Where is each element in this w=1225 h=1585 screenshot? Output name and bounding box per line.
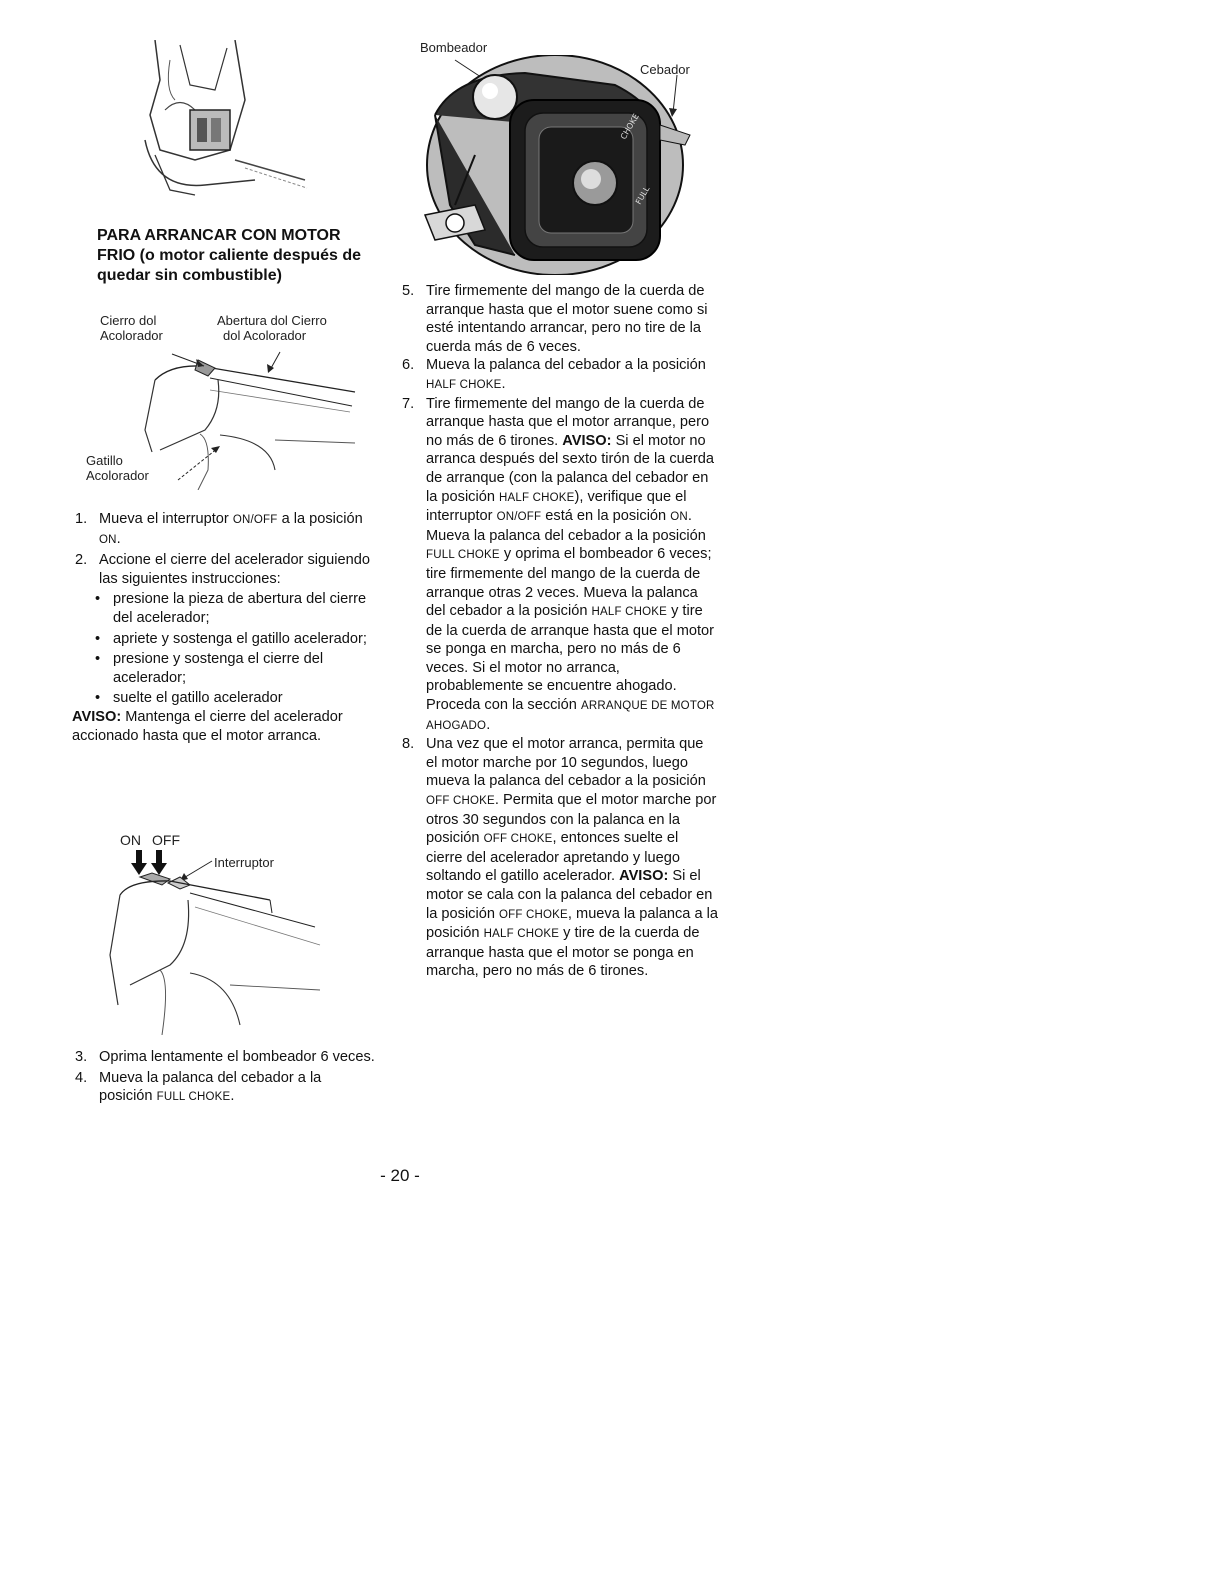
step-6-number: 6. [402,357,415,374]
step-7-half-choke-2: HALF CHOKE [591,606,668,619]
step-8 [402,735,718,981]
label-switch: Interruptor [214,855,274,870]
step-7-aviso-label: AVISO: [562,432,612,449]
step-7-text-8: . [486,716,491,733]
bullet-item: • presione y sostenga el cierre del acelerador; [75,650,375,687]
label-throttle-trigger-line1: Gatillo [86,453,123,468]
bullet-item: • suelte el gatillo acelerador [75,689,375,708]
step-8-text-6: y tire de la cuerda de arranque hasta que el motor se ponga en marcha, pero no más de 6 tirones. [426,925,700,980]
step-1-text-a: Mueva el interruptor [99,511,229,527]
step-3-number: 3. [75,1049,88,1065]
step-2 [75,551,375,588]
label-lock-opening-line2: dol Acolorador [223,328,307,343]
step-8-half-choke: HALF CHOKE [483,928,560,941]
switch-diagram [100,845,330,1035]
step-8-text-3: , entonces suelte el cierre del acelerador apretando y luego soltando el gatillo acelerador. [426,830,680,885]
label-lock-opening [217,313,327,343]
step-8-text-2: . Permita que el motor marche por otros 30 segundos con la palanca en la posición [426,792,717,847]
label-choke: Cebador [640,62,690,77]
step-7-flooded-section: ARRANQUE DE MOTOR AHOGADO [426,700,715,732]
step-5 [402,282,718,356]
bullet-item: • apriete y sostenga el gatillo acelerador; [75,630,375,649]
step-7-text-7: y tire de la cuerda de arranque hasta que el motor se ponga en marcha, pero no más de 6 veces. Si el motor no arranca, probablemente se encuentre ahogado. Proceda con la sección [426,603,715,714]
label-throttle-lock-line2: Acolorador [100,328,163,343]
step-8-number: 8. [402,736,415,753]
step-2-text: Accione el cierre del acelerador siguiendo las siguientes instrucciones: [99,552,370,587]
step-7-on: ON [670,511,688,524]
step-7-full-choke: FULL CHOKE [426,549,500,562]
step-1 [75,510,375,549]
step-1-text-c: . [116,530,121,547]
step-1-text-b: a la posición [281,511,363,527]
step-5-text: Tire firmemente del mango de la cuerda de arranque hasta que el motor suene como si esté intentando arrancar, pero no tire de la cuerda más de 6 veces. [426,283,708,355]
step-6-text-c: . [501,375,506,392]
label-lock-opening-line1: Abertura dol Cierro [217,313,327,328]
step-2-number: 2. [75,552,88,569]
label-primer: Bombeador [420,40,488,55]
bullet-item: • presione la pieza de abertura del cierre del acelerador; [75,590,375,627]
step-7-text-6: y oprima el bombeador 6 veces; tire firmemente del mango de la cuerda de arranque otras 2 veces. Mueva la palanca del cebador a la posición [426,546,712,620]
svg-text:CHOKE: CHOKE [618,112,641,141]
operator-illustration [135,40,310,200]
step-5-number: 5. [402,283,415,299]
step-7-half-choke-1: HALF CHOKE [499,491,575,504]
page-number: - 20 - [380,1166,420,1185]
step-4-text-c: . [230,1088,235,1105]
carburetor-illustration [415,55,695,275]
step-7-switch-name: ON/OFF [496,511,542,524]
step-7-text-4: está en la posición [545,508,667,525]
left-column-lower [75,1048,375,1107]
throttle-lock-diagram [100,340,370,490]
aviso-text: Mantenga el cierre del acelerador accionado hasta que el motor arranca. [72,708,343,744]
label-on: ON [120,832,141,848]
step-8-aviso-label: AVISO: [619,868,669,885]
step-8-off-choke-1: OFF CHOKE [426,795,495,808]
step-6-text-a: Mueva la palanca del cebador a la posición [426,357,706,374]
label-throttle-lock-line1: Cierro dol [100,313,157,328]
svg-text:FULL: FULL [633,184,652,206]
step-6 [402,356,718,394]
step-8-text-1: Una vez que el motor arranca, permita que el motor marche por 10 segundos, luego mueva la palanca del cebador a la posición [426,736,706,790]
step-8-text-4: Si el motor se cala con la palanca del cebador en la posición [426,868,713,922]
step-3 [75,1048,375,1067]
step-4-number: 4. [75,1069,88,1086]
step-7-text-1: Tire firmemente del mango de la cuerda de arranque hasta que el motor arranque, pero no más de 6 tirones. [426,395,710,449]
aviso-label: AVISO: [72,708,122,725]
step-8-off-choke-3: OFF CHOKE [499,908,568,921]
aviso-note [72,708,375,745]
step-8-text-5: , mueva la palanca a la posición [426,905,719,942]
left-column-upper [72,510,375,745]
section-heading [97,226,387,286]
label-throttle-trigger-line2: Acolorador [86,468,149,483]
step-7-number: 7. [402,395,415,412]
step-7-text-2: Si el motor no arranca después del sexto tirón de la cuerda de arranque (con la palanca del cebador en la posición [426,432,714,505]
step-1-number: 1. [75,511,88,527]
label-off: OFF [152,832,180,848]
step-3-text: Oprima lentamente el bombeador 6 veces. [99,1049,375,1065]
heading-line-2: FRIO (o motor caliente después de [97,247,362,264]
right-column [402,282,718,981]
step-4-text-a: Mueva la palanca del cebador a la posición [99,1069,322,1105]
step-7-text-3: ), verifique que el interruptor [426,488,687,525]
heading-line-1: PARA ARRANCAR CON MOTOR [97,227,341,244]
step-7 [402,395,718,736]
step-6-half-choke: HALF CHOKE [426,378,502,391]
heading-line-3: quedar sin combustible) [97,267,282,284]
step-1-switch-name: ON/OFF [232,514,278,526]
step-1-on: ON [99,533,117,546]
step-4 [75,1069,375,1107]
step-7-text-5: . Mueva la palanca del cebador a la posición [426,508,706,544]
step-8-off-choke-2: OFF CHOKE [483,833,553,846]
step-4-full-choke: FULL CHOKE [156,1091,231,1104]
label-throttle-lock [100,313,163,343]
